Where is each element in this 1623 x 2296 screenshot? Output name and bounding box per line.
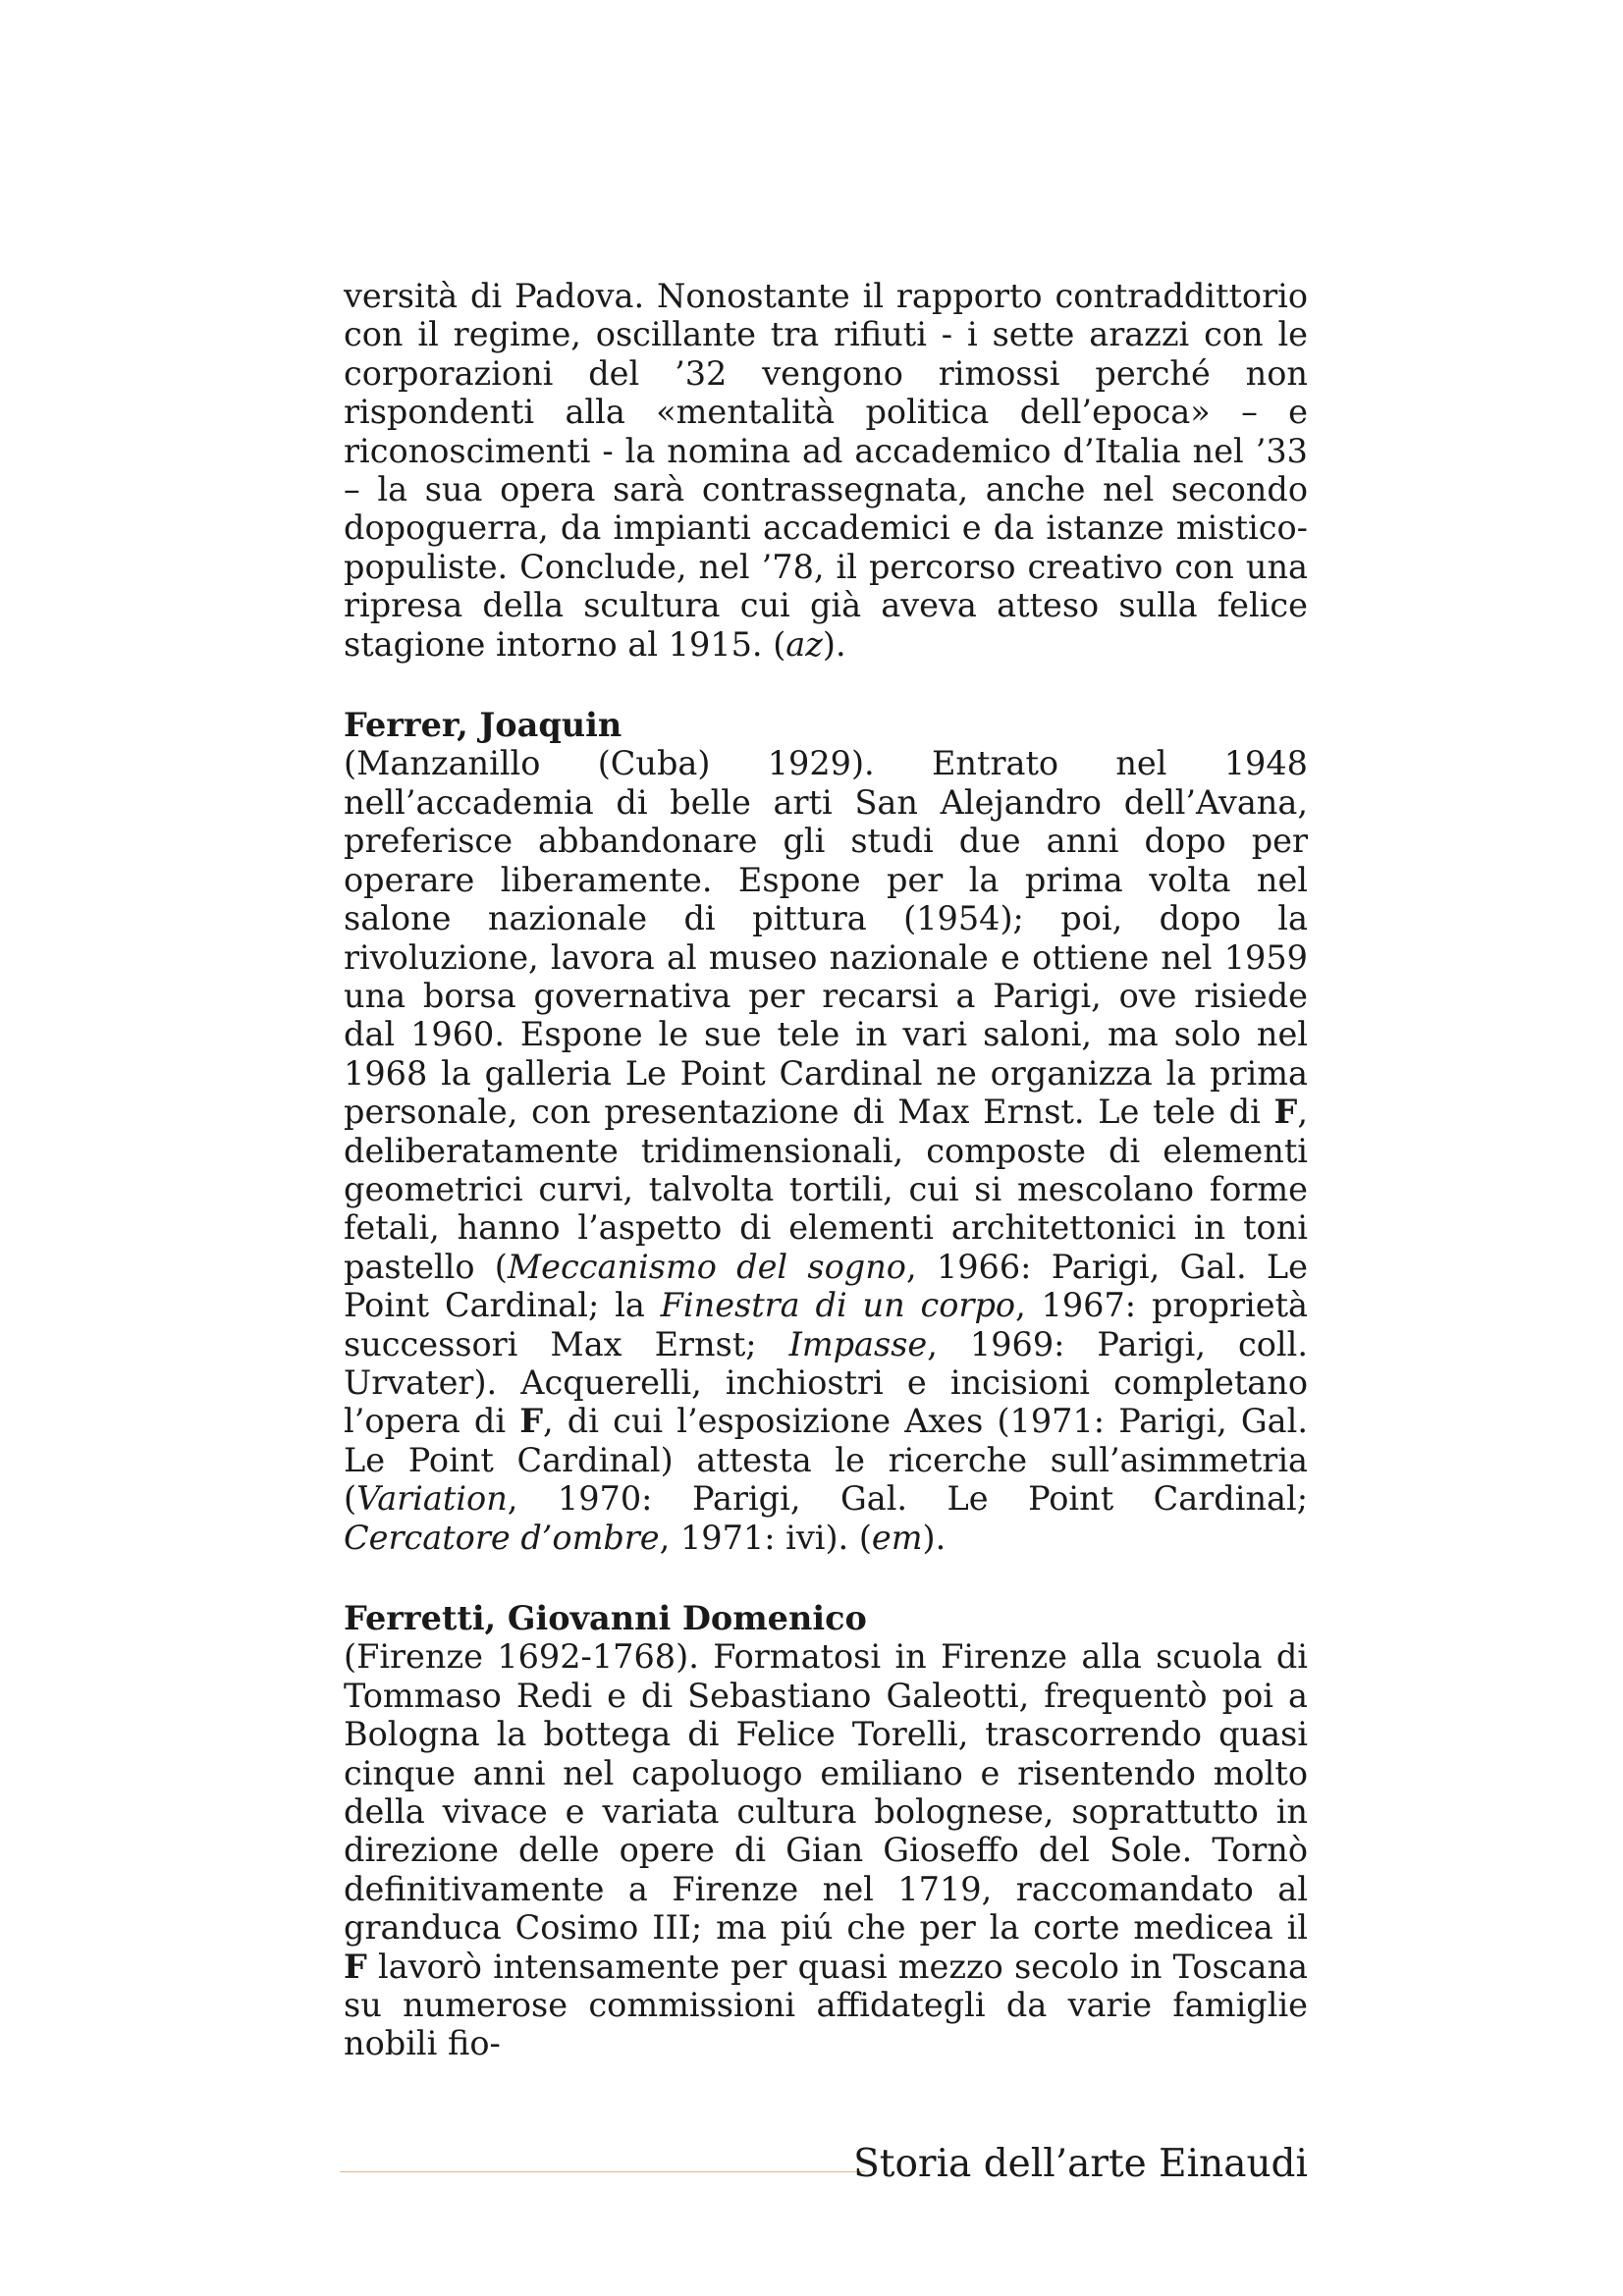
text-run: (Firenze 1692-1768). Formatosi in Firenze alla scuola di Tommaso Redi e di Sebastiano Galeotti, frequentò poi a Bologna la bottega di Felice Torelli, trascorrendo quasi cinque anni nel capoluogo emiliano e risentendo molto della vivace e variata cultura bolognese, soprattutto in direzione delle opere di Gian Gioseffo del Sole. Tornò definitivamente a Firenze nel 1719, raccomandato al granduca Cosimo III; ma piú che per la corte medicea il [344, 1637, 1308, 1948]
text-run: lavorò intensamente per quasi mezzo secolo in Toscana su numerose commissioni affidategli da varie famiglie nobili fio- [344, 1947, 1308, 2063]
italic-text: Meccanismo del sogno [507, 1247, 906, 1286]
italic-text: az [785, 624, 823, 664]
italic-text: Cercatore d’ombre [344, 1518, 660, 1557]
entry-ferrer [344, 706, 1308, 1557]
footer-rule [340, 2171, 865, 2172]
text-run: , 1970: Parigi, Gal. Le Point Cardinal; [507, 1479, 1308, 1519]
bold-text: F [344, 1947, 367, 1986]
intro-paragraph [344, 277, 1308, 664]
page-body [344, 277, 1308, 2063]
entry-paragraph [344, 744, 1308, 1557]
text-run: , 1969: Parigi, coll. Urvater). Acquerelli, inchiostri e incisioni completano l’opera di [344, 1324, 1308, 1441]
italic-text: Impasse [788, 1324, 928, 1363]
page-footer [340, 2140, 1308, 2189]
italic-text: Finestra di un corpo [660, 1286, 1016, 1325]
bold-text: F [519, 1402, 544, 1441]
italic-text: Variation [356, 1479, 508, 1519]
text-run: , 1967: proprietà successori Max Ernst; [344, 1286, 1309, 1363]
text-run: , 1966: Parigi, Gal. Le Point Cardinal; la [344, 1247, 1308, 1325]
footer-title: Storia dell’arte Einaudi [853, 2142, 1308, 2186]
text-run: versità di Padova. Nonostante il rapporto contraddittorio con il regime, oscillante tra rifiuti - i sette arazzi con le corporazioni del ’32 vengono rimossi perché non rispondenti alla «mentalità politica dell’epoca» – e riconoscimenti - la nomina ad accademico d’Italia nel ’33 – la sua opera sarà contrassegnata, anche nel secondo dopoguerra, da impianti accademici e da istanze mistico-populiste. Conclude, nel ’78, il percorso creativo con una ripresa della scultura cui già aveva atteso sulla felice stagione intorno al 1915. ( [344, 277, 1308, 664]
text-run: (Manzanillo (Cuba) 1929). Entrato nel 1948 nell’accademia di belle arti San Alejandro dell’Avana, preferisce abbandonare gli studi due anni dopo per operare liberamente. Espone per la prima volta nel salone nazionale di pittura (1954); poi, dopo la rivoluzione, lavora al museo nazionale e ottiene nel 1959 una borsa governativa per recarsi a Parigi, ove risiede dal 1960. Espone le sue tele in vari saloni, ma solo nel 1968 la galleria Le Point Cardinal ne organizza la prima personale, con presentazione di Max Ernst. Le tele di [344, 744, 1308, 1132]
text-run: , di cui l’esposizione Axes (1971: Parigi, Gal. Le Point Cardinal) attesta le ricerche sull’asimmetria ( [344, 1402, 1308, 1519]
text-run: , deliberatamente tridimensionali, composte di elementi geometrici curvi, talvolta tortili, cui si mescolano forme fetali, hanno l’aspetto di elementi architettonici in toni pastello ( [344, 1093, 1308, 1286]
entry-title: Ferretti, Giovanni Domenico [344, 1599, 867, 1637]
text-run: ). [922, 1518, 947, 1557]
italic-text: em [871, 1518, 923, 1557]
bold-text: F [1273, 1093, 1298, 1132]
text-run: , 1971: ivi). ( [659, 1518, 872, 1557]
entry-title: Ferrer, Joaquin [344, 706, 622, 745]
entry-ferretti [344, 1599, 1308, 2063]
entry-paragraph [344, 1637, 1308, 2062]
text-run: ). [822, 624, 846, 664]
